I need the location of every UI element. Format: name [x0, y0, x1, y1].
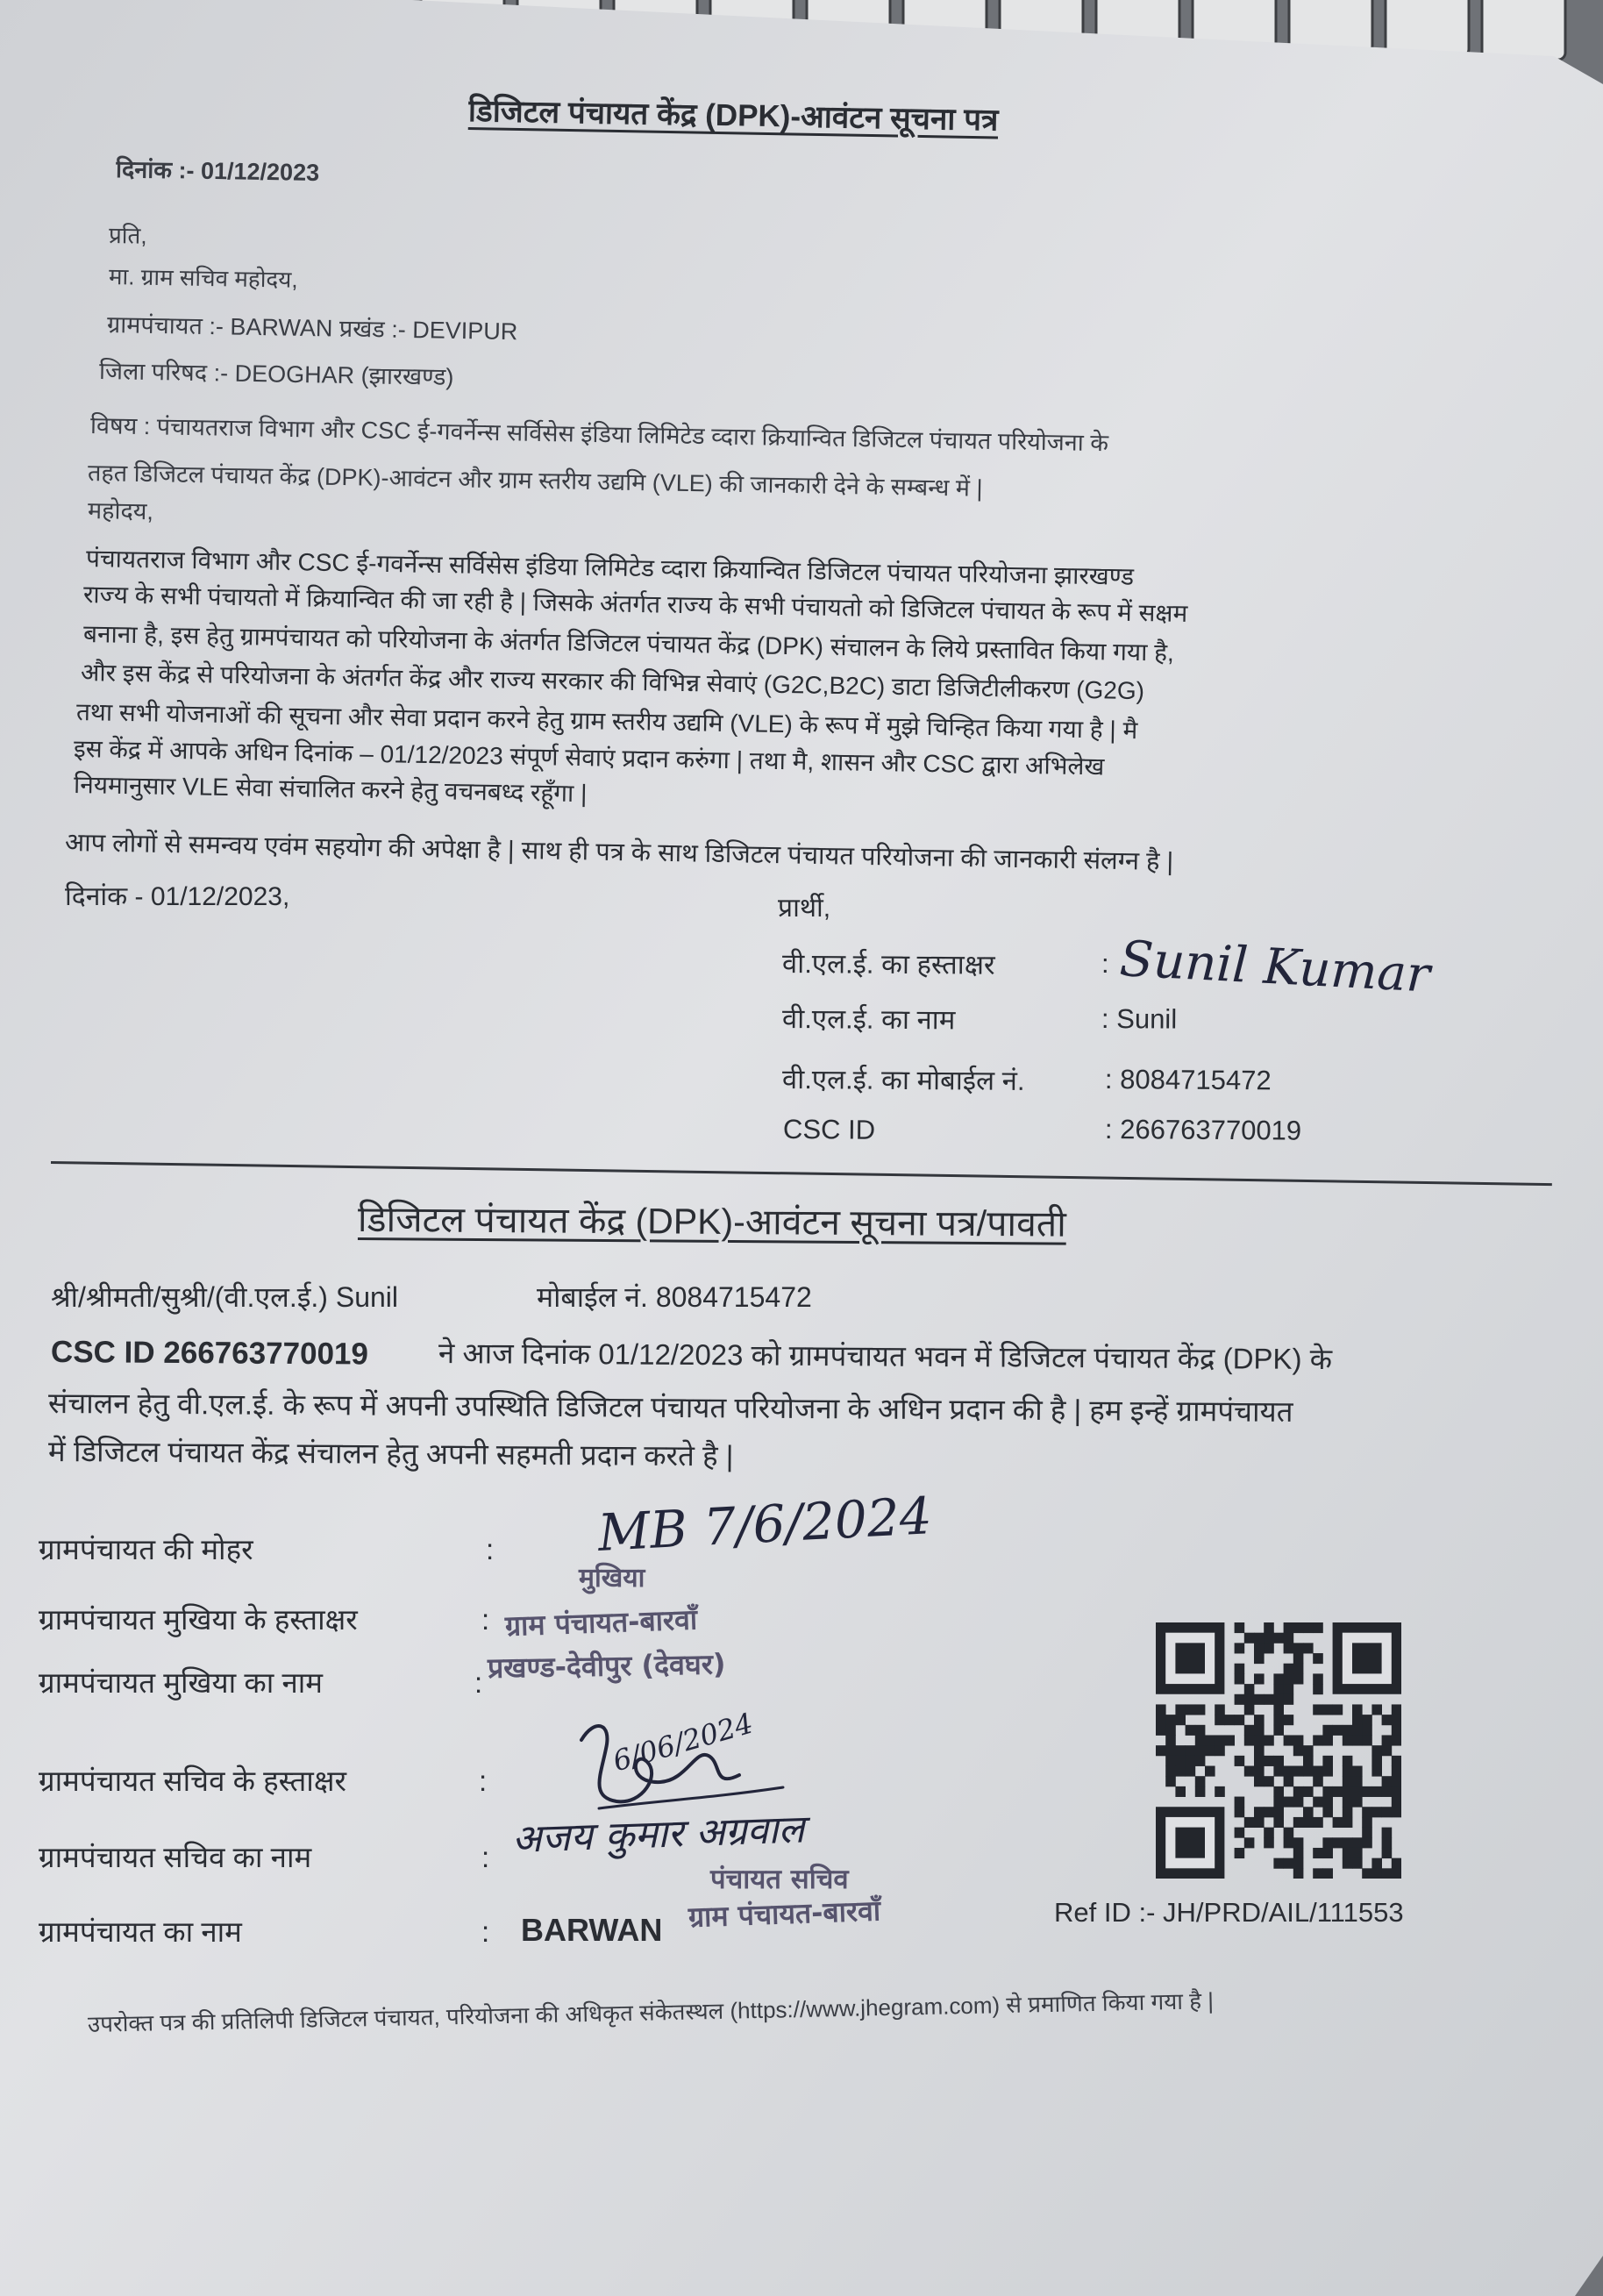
receipt-line: संचालन हेतु वी.एल.ई. के रूप में अपनी उपस्थिति डिजिटल पंचायत परियोजना के अधिन प्रदान की है | हम इन्हें ग्रामपंचायत — [47, 1387, 1293, 1428]
qr-module — [1264, 1756, 1274, 1766]
receipt-vle-mobile: मोबाईल नं. 8084715472 — [537, 1281, 812, 1313]
qr-module — [1264, 1622, 1274, 1633]
qr-module — [1333, 1837, 1343, 1848]
qr-module — [1205, 1735, 1215, 1745]
vle-name-value: : Sunil — [1101, 1003, 1178, 1035]
qr-module — [1264, 1776, 1274, 1786]
qr-module — [1303, 1766, 1314, 1777]
qr-module — [1264, 1807, 1274, 1817]
qr-module — [1264, 1643, 1274, 1653]
recipient-prefix: प्रति, — [108, 222, 147, 249]
qr-module — [1371, 1868, 1382, 1879]
qr-module — [1303, 1745, 1314, 1756]
qr-module — [1215, 1704, 1225, 1715]
qr-module — [1392, 1868, 1401, 1879]
stamp-mukhiya-title: मुखिया — [579, 1563, 645, 1594]
qr-module — [1382, 1807, 1393, 1817]
qr-module — [1303, 1817, 1314, 1828]
receipt-title: डिजिटल पंचायत केंद्र (DPK)-आवंटन सूचना पत्र/पावती — [357, 1199, 1067, 1244]
qr-module — [1293, 1653, 1304, 1664]
qr-module — [1284, 1837, 1294, 1848]
qr-module — [1235, 1756, 1245, 1766]
qr-module — [1244, 1684, 1255, 1694]
csc-id-value: : 266763770019 — [1104, 1114, 1302, 1146]
qr-finder-pattern — [1333, 1622, 1401, 1694]
recipient-district: जिला परिषद :- DEOGHAR (झारखण्ड) — [98, 358, 454, 391]
qr-module — [1235, 1673, 1245, 1684]
qr-module — [1244, 1735, 1255, 1745]
qr-module — [1352, 1786, 1363, 1797]
receipt-csc-id: CSC ID 266763770019 — [50, 1335, 369, 1372]
qr-module — [1362, 1715, 1372, 1725]
qr-module — [1362, 1725, 1372, 1736]
qr-module — [1244, 1633, 1255, 1644]
body-line: पंचायतराज विभाग और CSC ई-गवर्नेन्स सर्विसेस इंडिया लिमिटेड व्दारा क्रियान्वित डिजिटल पंचायत परियोजना झारखण्ड — [85, 545, 1135, 590]
mukhiya-initials-date: MB 7/6/2024 — [596, 1486, 934, 1563]
qr-module — [1382, 1868, 1393, 1879]
receipt-line: में डिजिटल पंचायत केंद्र संचालन हेतु अपनी सहमती प्रदान करते है | — [47, 1435, 734, 1472]
qr-module — [1362, 1807, 1372, 1817]
vle-name-label: वी.एल.ई. का नाम — [781, 1003, 956, 1036]
qr-module — [1392, 1735, 1401, 1745]
qr-module — [1235, 1715, 1245, 1725]
qr-module — [1392, 1786, 1401, 1797]
qr-module — [1254, 1673, 1265, 1684]
qr-module — [1215, 1735, 1225, 1745]
qr-module — [1371, 1858, 1382, 1869]
qr-module — [1352, 1715, 1363, 1725]
notice-title: डिजिटल पंचायत केंद्र (DPK)-आवंटन सूचना पत्र — [467, 94, 999, 138]
qr-code — [1156, 1622, 1401, 1879]
qr-module — [1382, 1735, 1393, 1745]
body-line: और इस केंद्र से परियोजना के अंतर्गत केंद्र और राज्य सरकार की विभिन्न सेवाएं (G2C,B2C) डाटा डिजिटीलीकरण (G2G) — [80, 659, 1145, 705]
qr-module — [1205, 1745, 1215, 1756]
qr-module — [1273, 1725, 1284, 1736]
vle-mobile-value: : 8084715472 — [1104, 1064, 1272, 1096]
qr-module — [1244, 1694, 1255, 1705]
qr-module — [1165, 1735, 1176, 1745]
qr-module — [1284, 1643, 1294, 1653]
qr-module — [1264, 1694, 1274, 1705]
qr-module — [1362, 1786, 1372, 1797]
qr-module — [1175, 1766, 1186, 1777]
qr-module — [1156, 1725, 1166, 1736]
qr-module — [1343, 1797, 1353, 1808]
qr-module — [1362, 1735, 1372, 1745]
qr-module — [1254, 1725, 1265, 1736]
body-line: बनाना है, इस हेतु ग्रामपंचायत को परियोजना के अंतर्गत डिजिटल पंचायत केंद्र (DPK) संचालन के लिये प्रस्तावित किया गया है, — [82, 620, 1175, 667]
qr-module — [1352, 1735, 1363, 1745]
qr-module — [1293, 1797, 1304, 1808]
qr-module — [1322, 1704, 1333, 1715]
qr-module — [1165, 1776, 1176, 1786]
qr-module — [1313, 1704, 1323, 1715]
qr-module — [1254, 1766, 1265, 1777]
qr-module — [1284, 1633, 1294, 1644]
qr-module — [1382, 1828, 1393, 1838]
qr-module — [1215, 1745, 1225, 1756]
field-label-panchayat-name: ग्रामपंचायत का नाम — [39, 1915, 242, 1948]
field-colon: : — [481, 1841, 490, 1873]
subject-line: तहत डिजिटल पंचायत केंद्र (DPK)-आवंटन और ग्राम स्तरीय उद्यमि (VLE) की जानकारी देने के सम्बन्ध में | — [87, 460, 983, 502]
qr-module — [1293, 1745, 1304, 1756]
qr-module — [1333, 1786, 1343, 1797]
qr-module — [1264, 1735, 1274, 1745]
qr-module — [1343, 1725, 1353, 1736]
qr-module — [1284, 1735, 1294, 1745]
qr-module — [1165, 1745, 1176, 1756]
qr-module — [1333, 1725, 1343, 1736]
qr-module — [1284, 1766, 1294, 1777]
body-line: नियमानुसार VLE सेवा संचालित करने हेतु वचनबध्द रहूँगा | — [73, 771, 588, 808]
stamp-mukhiya-block: प्रखण्ड-देवीपुर (देवघर) — [487, 1647, 726, 1685]
qr-module — [1215, 1715, 1225, 1725]
qr-module — [1264, 1828, 1274, 1838]
qr-module — [1343, 1858, 1353, 1869]
qr-module — [1254, 1715, 1265, 1725]
qr-module — [1322, 1797, 1333, 1808]
qr-module — [1371, 1807, 1382, 1817]
qr-module — [1303, 1643, 1314, 1653]
qr-module — [1343, 1756, 1353, 1766]
qr-module — [1254, 1653, 1265, 1664]
qr-module — [1392, 1797, 1401, 1808]
qr-module — [1175, 1715, 1186, 1725]
qr-module — [1382, 1848, 1393, 1858]
qr-module — [1293, 1643, 1304, 1653]
qr-module — [1273, 1756, 1284, 1766]
qr-module — [1293, 1622, 1304, 1633]
qr-module — [1195, 1735, 1206, 1745]
qr-module — [1293, 1858, 1304, 1869]
qr-module — [1224, 1715, 1235, 1725]
qr-module — [1352, 1725, 1363, 1736]
qr-module — [1156, 1715, 1166, 1725]
qr-module — [1165, 1756, 1176, 1766]
qr-module — [1254, 1807, 1265, 1817]
qr-module — [1371, 1786, 1382, 1797]
qr-module — [1313, 1868, 1323, 1879]
field-colon: : — [486, 1533, 495, 1565]
qr-module — [1195, 1776, 1206, 1786]
field-label-panchayat-seal: ग्रामपंचायत की मोहर — [39, 1533, 253, 1565]
qr-module — [1254, 1776, 1265, 1786]
vle-signature: Sunil Kumar — [1118, 931, 1432, 1004]
qr-module — [1392, 1807, 1401, 1817]
qr-module — [1343, 1776, 1353, 1786]
qr-module — [1244, 1766, 1255, 1777]
qr-module — [1352, 1858, 1363, 1869]
qr-module — [1322, 1735, 1333, 1745]
qr-module — [1235, 1643, 1245, 1653]
vle-signature-label: वी.एल.ई. का हस्ताक्षर — [781, 948, 995, 980]
qr-module — [1382, 1776, 1393, 1786]
qr-module — [1303, 1622, 1314, 1633]
qr-module — [1254, 1633, 1265, 1644]
qr-module — [1343, 1807, 1353, 1817]
qr-module — [1284, 1664, 1294, 1674]
qr-module — [1293, 1848, 1304, 1858]
qr-module — [1392, 1756, 1401, 1766]
qr-module — [1273, 1786, 1284, 1797]
subject-line: विषय : पंचायतराज विभाग और CSC ई-गवर्नेन्स सर्विसेस इंडिया लिमिटेड व्दारा क्रियान्वित डिजिटल पंचायत परियोजना के — [89, 412, 1109, 457]
qr-module — [1273, 1858, 1284, 1869]
qr-module — [1284, 1828, 1294, 1838]
qr-module — [1371, 1766, 1382, 1777]
qr-module — [1195, 1786, 1206, 1797]
qr-module — [1352, 1776, 1363, 1786]
receipt-vle-name: श्री/श्रीमती/सुश्री/(वी.एल.ई.) Sunil — [51, 1281, 399, 1313]
qr-module — [1352, 1704, 1363, 1715]
qr-module — [1322, 1868, 1333, 1879]
qr-finder-pattern — [1156, 1622, 1224, 1694]
qr-module — [1352, 1837, 1363, 1848]
qr-module — [1371, 1756, 1382, 1766]
qr-module — [1273, 1715, 1284, 1725]
qr-module — [1224, 1735, 1235, 1745]
qr-module — [1244, 1704, 1255, 1715]
qr-module — [1293, 1664, 1304, 1674]
qr-module — [1186, 1756, 1196, 1766]
qr-module — [1313, 1684, 1323, 1694]
qr-module — [1343, 1817, 1353, 1828]
qr-module — [1273, 1817, 1284, 1828]
qr-module — [1244, 1837, 1255, 1848]
qr-module — [1165, 1725, 1176, 1736]
qr-module — [1284, 1694, 1294, 1705]
qr-module — [1362, 1828, 1372, 1838]
body-line: तथा सभी योजनाओं की सूचना और सेवा प्रदान करने हेतु ग्राम स्तरीय उद्यमि (VLE) के रूप में मुझे चिन्हित किया गया है | मै — [75, 698, 1138, 745]
qr-module — [1343, 1735, 1353, 1745]
qr-module — [1235, 1848, 1245, 1858]
qr-module — [1195, 1725, 1206, 1736]
qr-module — [1352, 1848, 1363, 1858]
qr-module — [1175, 1756, 1186, 1766]
stamp-secretary-title: पंचायत सचिव — [710, 1864, 849, 1895]
qr-module — [1293, 1837, 1304, 1848]
reference-id: Ref ID :- JH/PRD/AIL/111553 — [1054, 1897, 1404, 1928]
notice-date: दिनांक :- 01/12/2023 — [115, 156, 320, 187]
qr-module — [1392, 1715, 1401, 1725]
vle-signature-colon: : — [1101, 948, 1109, 979]
qr-module — [1254, 1735, 1265, 1745]
qr-module — [1293, 1673, 1304, 1684]
field-label-secretary-signature: ग्रामपंचायत सचिव के हस्ताक्षर — [39, 1765, 346, 1797]
qr-module — [1352, 1766, 1363, 1777]
field-label-secretary-name: ग्रामपंचायत सचिव का नाम — [39, 1841, 312, 1873]
qr-module — [1186, 1725, 1196, 1736]
qr-module — [1244, 1725, 1255, 1736]
qr-module — [1322, 1848, 1333, 1858]
body-line: इस केंद्र में आपके अधिन दिनांक – 01/12/2023 संपूर्ण सेवाएं प्रदान करुंगा | तथा मै, शासन और CSC द्वारा अभिलेख — [73, 735, 1105, 781]
qr-module — [1343, 1837, 1353, 1848]
applicant-heading: प्रार्थी, — [778, 894, 831, 923]
qr-module — [1392, 1776, 1401, 1786]
qr-module — [1175, 1786, 1186, 1797]
field-label-mukhiya-name: ग्रामपंचायत मुखिया का नाम — [39, 1666, 324, 1699]
qr-module — [1156, 1745, 1166, 1756]
receipt-line: ने आज दिनांक 01/12/2023 को ग्रामपंचायत भवन में डिजिटल पंचायत केंद्र (DPK) के — [438, 1337, 1333, 1376]
qr-module — [1343, 1848, 1353, 1858]
footer-note: उपरोक्त पत्र की प्रतिलिपी डिजिटल पंचायत, परियोजना की अधिकृत संकेतस्थल (https://www.jhegram.com) से प्रमाणित किया गया है | — [87, 1987, 1215, 2037]
qr-module — [1186, 1704, 1196, 1715]
qr-module — [1392, 1858, 1401, 1869]
qr-module — [1392, 1725, 1401, 1736]
qr-module — [1392, 1766, 1401, 1777]
qr-module — [1254, 1643, 1265, 1653]
qr-module — [1273, 1684, 1284, 1694]
qr-module — [1235, 1807, 1245, 1817]
qr-module — [1303, 1756, 1314, 1766]
qr-module — [1235, 1797, 1245, 1808]
qr-module — [1273, 1807, 1284, 1817]
qr-module — [1303, 1786, 1314, 1797]
qr-module — [1382, 1837, 1393, 1848]
qr-module — [1313, 1653, 1323, 1664]
qr-module — [1293, 1766, 1304, 1777]
field-colon: : — [474, 1666, 483, 1699]
stamp-mukhiya-panchayat: ग्राम पंचायत-बारवाँ — [504, 1602, 698, 1643]
qr-module — [1382, 1745, 1393, 1756]
stamp-panchayat: ग्राम पंचायत-बारवाँ — [688, 1893, 881, 1934]
recipient-panchayat: ग्रामपंचायत :- BARWAN प्रखंड :- DEVIPUR — [106, 311, 518, 346]
qr-module — [1392, 1704, 1401, 1715]
field-label-mukhiya-signature: ग्रामपंचायत मुखिया के हस्ताक्षर — [39, 1603, 358, 1636]
qr-module — [1343, 1766, 1353, 1777]
qr-module — [1254, 1817, 1265, 1828]
qr-module — [1333, 1817, 1343, 1828]
qr-module — [1343, 1786, 1353, 1797]
qr-module — [1284, 1858, 1294, 1869]
qr-module — [1235, 1622, 1245, 1633]
closing-line: आप लोगों से समन्वय एवंम सहयोग की अपेक्षा है | साथ ही पत्र के साथ डिजिटल पंचायत परियोजना की जानकारी संलग्न है | — [64, 829, 1174, 877]
qr-module — [1254, 1756, 1265, 1766]
body-line: राज्य के सभी पंचायतो में क्रियान्वित की जा रही है | जिसके अंतर्गत राज्य के सभी पंचायतो को डिजिटल पंचायत के रूप में सक्षम — [82, 581, 1188, 627]
qr-module — [1273, 1797, 1284, 1808]
qr-module — [1273, 1766, 1284, 1777]
qr-module — [1175, 1745, 1186, 1756]
qr-module — [1273, 1633, 1284, 1644]
qr-module — [1264, 1837, 1274, 1848]
qr-module — [1382, 1786, 1393, 1797]
qr-module — [1293, 1868, 1304, 1879]
qr-module — [1165, 1766, 1176, 1777]
qr-module — [1322, 1756, 1333, 1766]
qr-module — [1371, 1704, 1382, 1715]
panchayat-name-value: BARWAN — [521, 1912, 663, 1948]
qr-module — [1313, 1848, 1323, 1858]
secretary-signature-underline — [599, 1787, 783, 1808]
qr-module — [1284, 1673, 1294, 1684]
qr-module — [1205, 1766, 1215, 1777]
qr-module — [1313, 1776, 1323, 1786]
qr-module — [1195, 1745, 1206, 1756]
qr-module — [1362, 1868, 1372, 1879]
qr-module — [1284, 1684, 1294, 1694]
qr-module — [1313, 1673, 1323, 1684]
recipient-addressee: मा. ग्राम सचिव महोदय, — [108, 263, 298, 293]
qr-module — [1156, 1704, 1166, 1715]
field-colon: : — [481, 1603, 490, 1636]
qr-module — [1362, 1817, 1372, 1828]
qr-module — [1284, 1715, 1294, 1725]
qr-module — [1293, 1735, 1304, 1745]
qr-module — [1293, 1786, 1304, 1797]
qr-module — [1235, 1828, 1245, 1838]
qr-module — [1322, 1837, 1333, 1848]
qr-module — [1254, 1745, 1265, 1756]
qr-module — [1322, 1786, 1333, 1797]
qr-module — [1322, 1766, 1333, 1777]
field-colon: : — [481, 1915, 490, 1948]
qr-module — [1175, 1704, 1186, 1715]
csc-id-label: CSC ID — [782, 1114, 876, 1145]
qr-finder-pattern — [1156, 1807, 1224, 1879]
qr-module — [1235, 1664, 1245, 1674]
qr-module — [1284, 1622, 1294, 1633]
vle-mobile-label: वी.एल.ई. का मोबाईल नं. — [781, 1064, 1025, 1096]
qr-module — [1284, 1797, 1294, 1808]
qr-module — [1215, 1786, 1225, 1797]
qr-module — [1313, 1622, 1323, 1633]
qr-module — [1293, 1817, 1304, 1828]
qr-module — [1313, 1797, 1323, 1808]
sign-date: दिनांक - 01/12/2023, — [65, 882, 290, 911]
secretary-signature-date: 6/06/2024 — [609, 1706, 757, 1779]
greeting: महोदय, — [87, 497, 154, 525]
qr-module — [1273, 1673, 1284, 1684]
qr-module — [1235, 1694, 1245, 1705]
qr-module — [1254, 1694, 1265, 1705]
qr-module — [1313, 1766, 1323, 1777]
qr-module — [1371, 1745, 1382, 1756]
field-colon: : — [479, 1765, 488, 1797]
qr-module — [1186, 1766, 1196, 1777]
secretary-handwritten-name: अजय कुमार अग्रवाल — [511, 1807, 806, 1862]
qr-module — [1352, 1797, 1363, 1808]
qr-module — [1244, 1817, 1255, 1828]
qr-module — [1273, 1694, 1284, 1705]
qr-module — [1264, 1633, 1274, 1644]
qr-module — [1303, 1807, 1314, 1817]
qr-module — [1284, 1776, 1294, 1786]
qr-module — [1333, 1704, 1343, 1715]
qr-module — [1195, 1756, 1206, 1766]
qr-module — [1186, 1745, 1196, 1756]
qr-module — [1195, 1704, 1206, 1715]
qr-module — [1313, 1735, 1323, 1745]
qr-module — [1322, 1725, 1333, 1736]
qr-module — [1322, 1807, 1333, 1817]
qr-module — [1382, 1715, 1393, 1725]
qr-module — [1362, 1837, 1372, 1848]
qr-module — [1313, 1817, 1323, 1828]
qr-module — [1273, 1704, 1284, 1715]
qr-module — [1165, 1715, 1176, 1725]
